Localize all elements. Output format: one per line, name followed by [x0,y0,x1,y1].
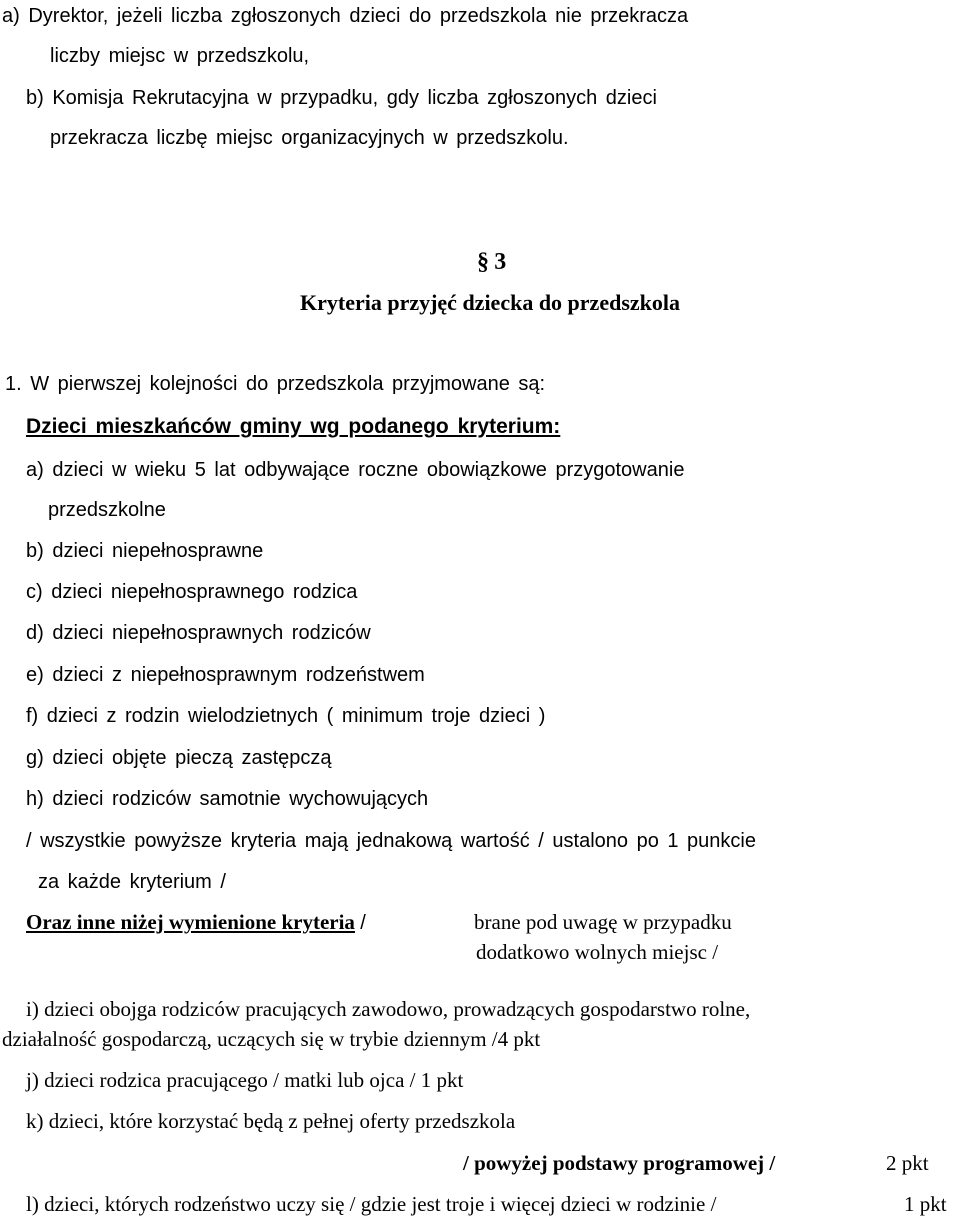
criterion-c: c) dzieci niepełnosprawnego rodzica [26,581,358,603]
criterion-a-line1: a) dzieci w wieku 5 lat odbywające roczne obowiązkowe przygotowanie [26,459,685,481]
section-heading-number [477,250,506,274]
additional-note-line1: brane pod uwagę w przypadku [474,910,732,934]
criterion-k-points: 2 pkt [886,1151,929,1175]
additional-heading-row [26,912,366,933]
criteria-note-line2: za każde kryterium / [38,871,226,893]
criterion-d: d) dzieci niepełnosprawnych rodziców [26,622,371,644]
section-number: 3 [494,249,507,275]
criterion-g: g) dzieci objęte pieczą zastępczą [26,747,332,769]
intro-b-line2: przekracza liczbę miejsc organizacyjnych w przedszkolu. [50,127,569,149]
intro-a-line2: liczby miejsc w przedszkolu, [50,45,310,67]
section-symbol: § [477,249,489,275]
criterion-j: j) dzieci rodzica pracującego / matki lub ojca / 1 pkt [26,1068,464,1092]
additional-heading-slash: / [360,912,366,934]
criterion-i-line2: działalność gospodarczą, uczących się w trybie dziennym /4 pkt [2,1027,541,1051]
criteria-subheading: Dzieci mieszkańców gminy wg podanego kryterium: [26,415,561,438]
criterion-k-note: / powyżej podstawy programowej / [463,1151,776,1175]
criterion-e: e) dzieci z niepełnosprawnym rodzeństwem [26,664,425,686]
criterion-i-line1: i) dzieci obojga rodziców pracujących zawodowo, prowadzących gospodarstwo rolne, [26,997,751,1021]
intro-b-line1: b) Komisja Rekrutacyjna w przypadku, gdy liczba zgłoszonych dzieci [26,87,657,109]
section-title: Kryteria przyjęć dziecka do przedszkola [299,290,680,315]
criteria-heading: 1. W pierwszej kolejności do przedszkola przyjmowane są: [5,373,546,395]
criterion-b: b) dzieci niepełnosprawne [26,540,264,562]
additional-note-line2: dodatkowo wolnych miejsc / [476,940,719,964]
intro-a-line1: a) Dyrektor, jeżeli liczba zgłoszonych dzieci do przedszkola nie przekracza [2,5,689,27]
criterion-a-line2: przedszkolne [48,499,166,521]
criteria-note-line1: / wszystkie powyższe kryteria mają jednakową wartość / ustalono po 1 punkcie [26,830,756,852]
criterion-f: f) dzieci z rodzin wielodzietnych ( minimum troje dzieci ) [26,705,546,727]
criterion-h: h) dzieci rodziców samotnie wychowujących [26,788,429,810]
criterion-l-points: 1 pkt [904,1192,947,1216]
criterion-k: k) dzieci, które korzystać będą z pełnej oferty przedszkola [26,1109,516,1133]
criterion-l: l) dzieci, których rodzeństwo uczy się / gdzie jest troje i więcej dzieci w rodzinie / [26,1192,717,1216]
additional-heading: Oraz inne niżej wymienione kryteria [26,910,355,934]
